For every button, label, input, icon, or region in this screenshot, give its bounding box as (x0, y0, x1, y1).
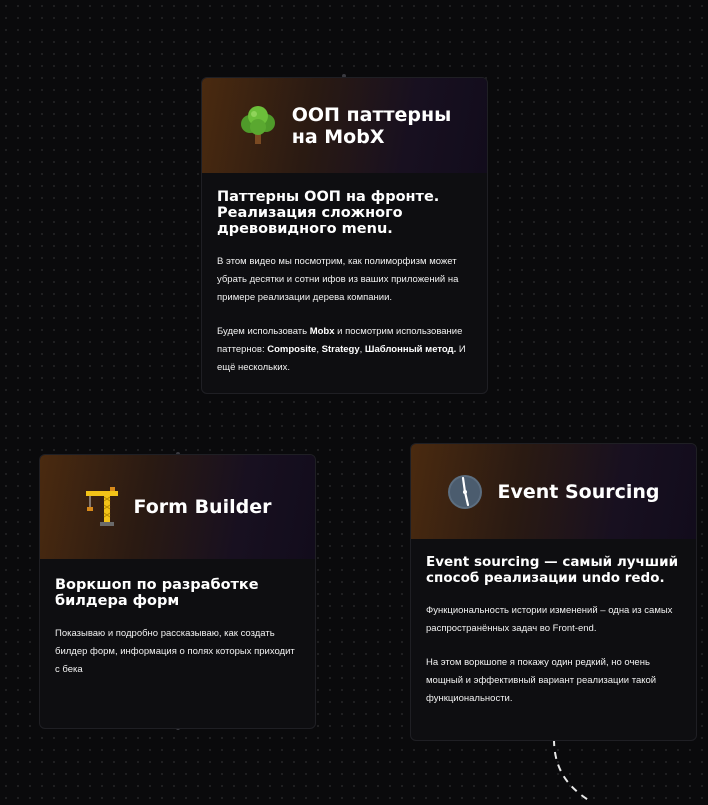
card-header (202, 78, 487, 173)
card-description: Будем использовать Mobx и посмотрим использование паттернов: Composite, Strategy, Шаблонный метод. И ещё нескольких. (217, 326, 466, 373)
clock-icon (447, 474, 483, 510)
crane-icon (84, 487, 120, 527)
card-form-builder[interactable] (39, 454, 316, 729)
card-description: На этом воркшопе я покажу один редкий, но очень мощный и эффективный вариант реализации такой функциональности. (426, 657, 657, 704)
card-description: Функциональность истории изменений – одна из самых распространённых задач во Front-end. (426, 605, 673, 634)
card-header (411, 444, 696, 539)
card-header-title: ООП паттерны на MobX (291, 103, 452, 148)
card-body-title: Паттерны ООП на фронте. Реализация сложного древовидного menu. (217, 189, 440, 237)
card-event-sourcing[interactable] (410, 443, 697, 741)
dashed-connector (540, 735, 600, 805)
card-description: Показываю и подробно рассказываю, как создать билдер форм, информация о полях которых приходит с бека (55, 628, 295, 675)
card-header-title: Form Builder (133, 496, 272, 518)
card-description: В этом видео мы посмотрим, как полиморфизм может убрать десятки и сотни ифов из ваших приложений на примере реализации дерева компании. (217, 256, 459, 303)
card-body-title: Воркшоп по разработке билдера форм (55, 577, 259, 609)
card-body-title: Event sourcing — самый лучший способ реализации undo redo. (426, 554, 679, 586)
card-body (40, 559, 315, 707)
card-oop-patterns[interactable] (201, 77, 488, 394)
card-body (202, 173, 487, 394)
card-header (40, 455, 315, 559)
tree-icon (238, 105, 278, 147)
card-body (411, 539, 696, 736)
card-header-title: Event Sourcing (497, 480, 660, 503)
